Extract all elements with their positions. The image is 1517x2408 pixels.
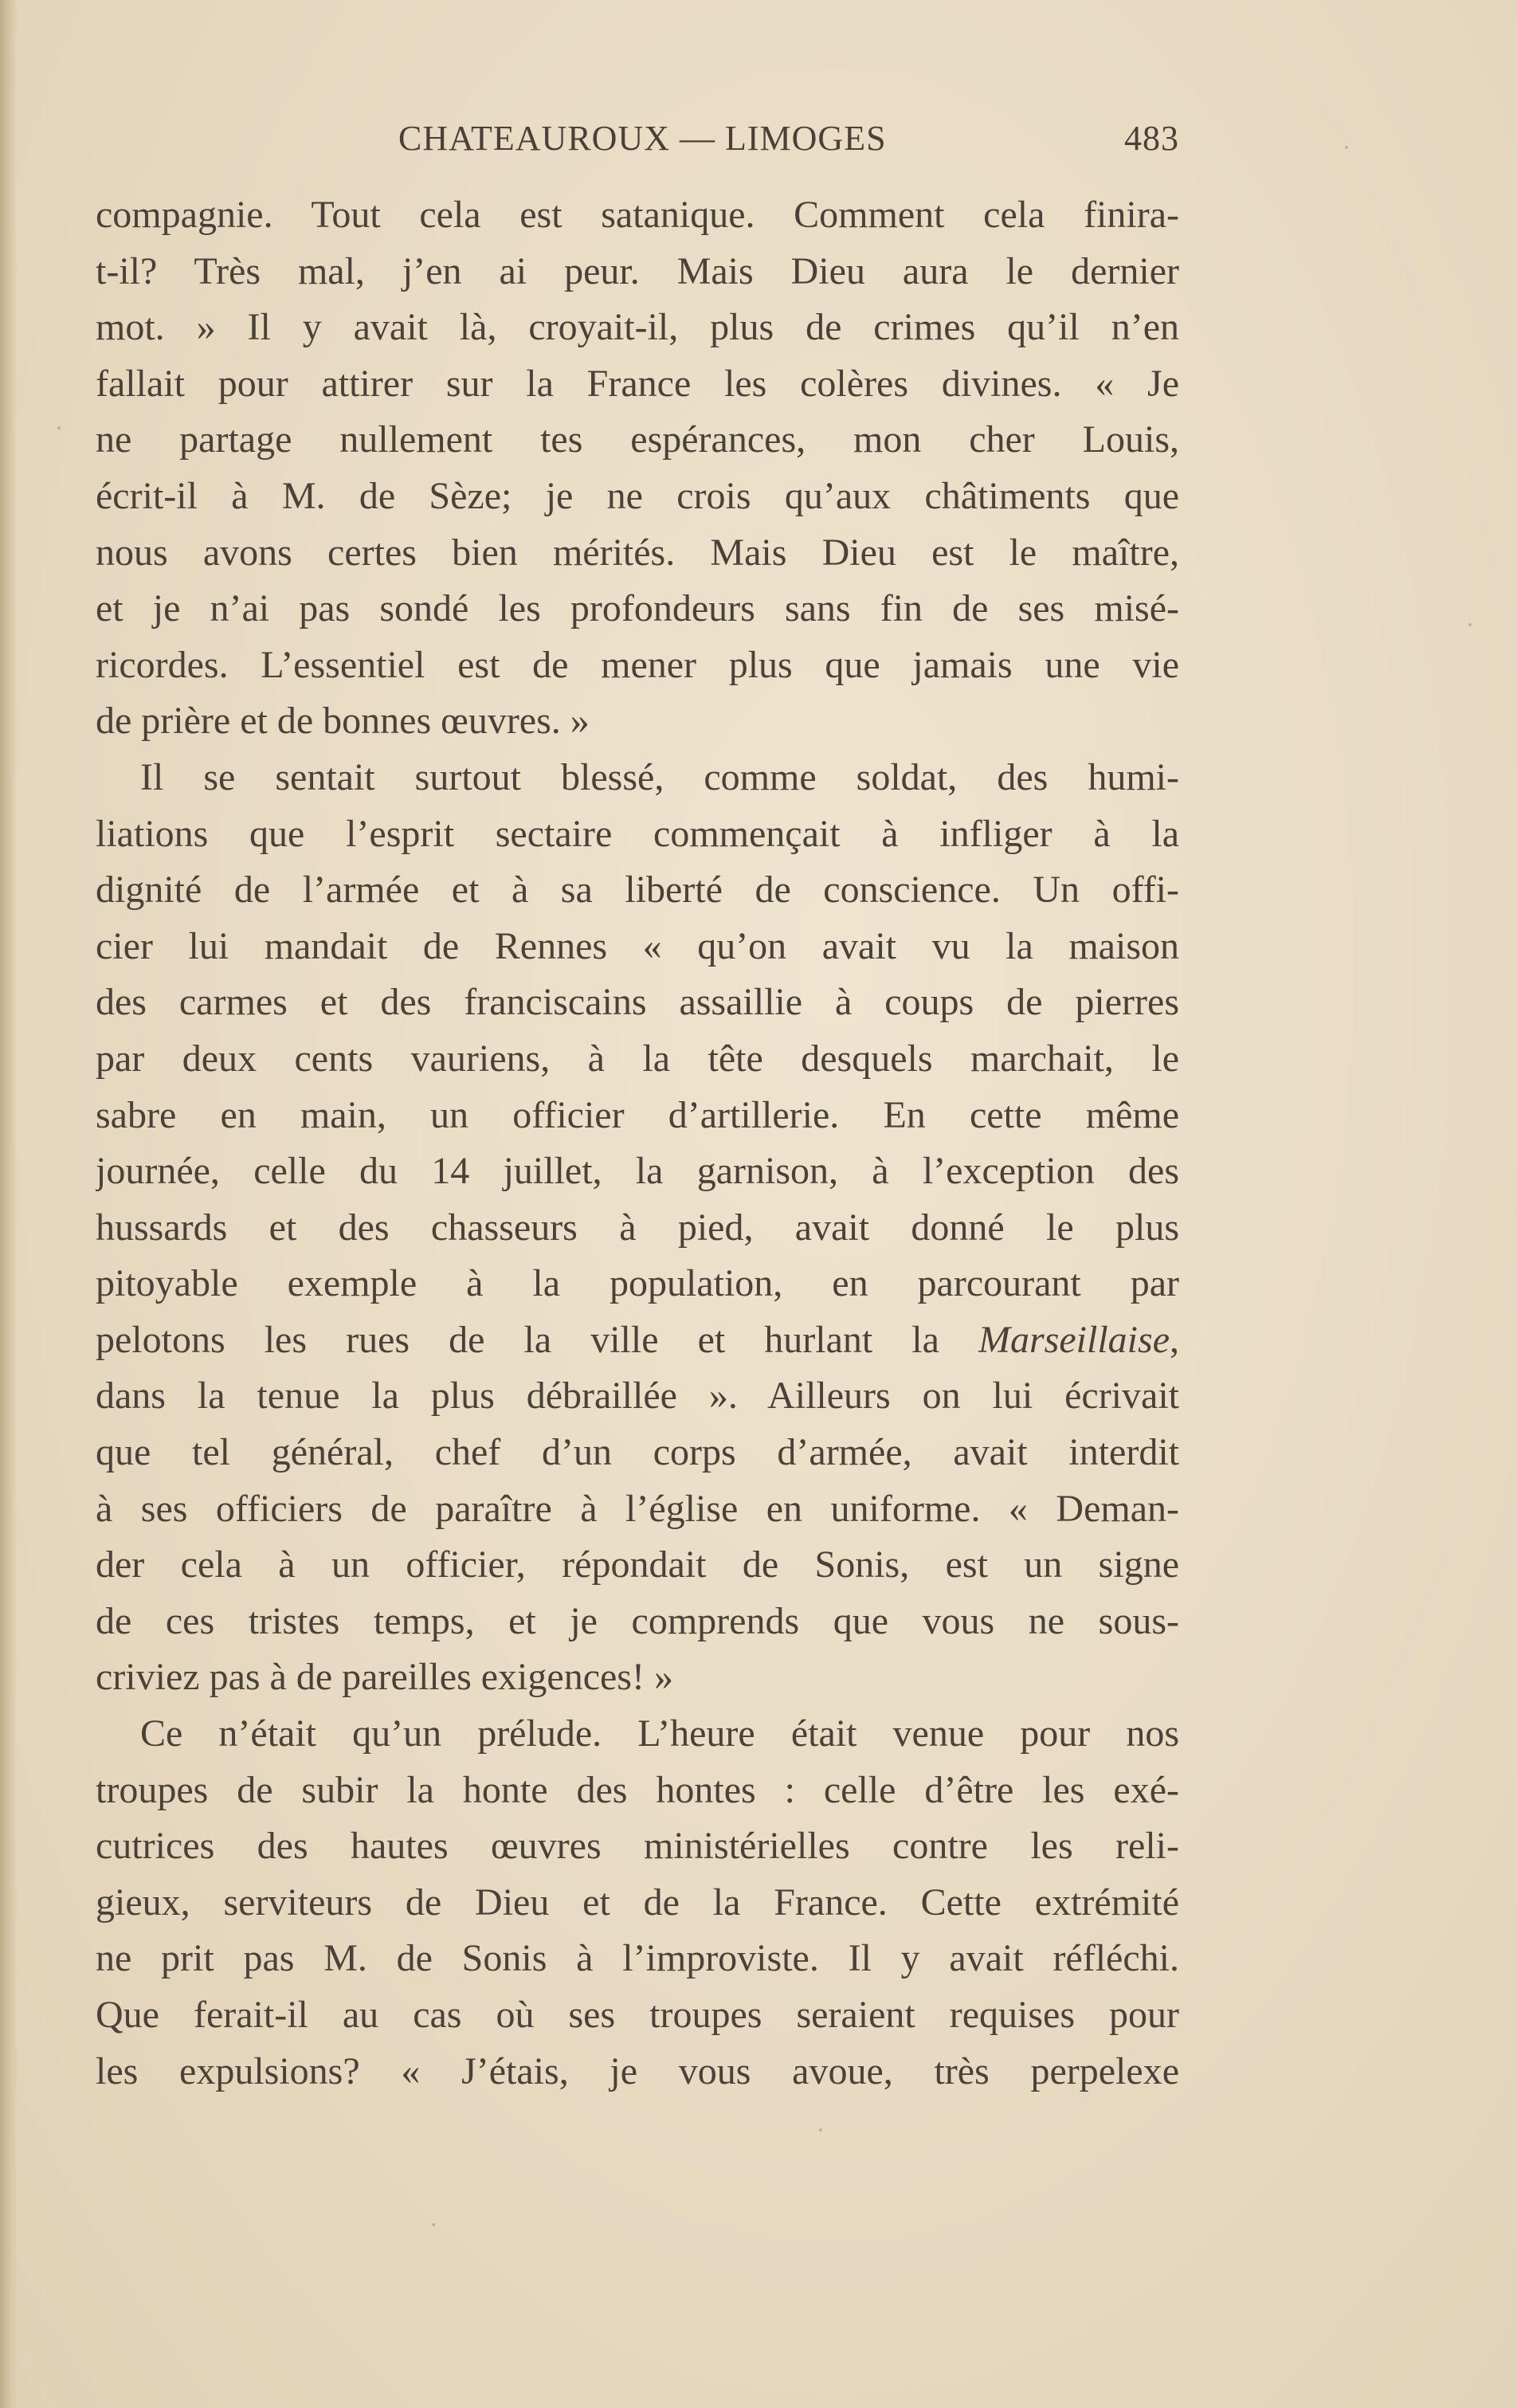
running-header	[96, 118, 1179, 166]
text-line: gieux, serviteurs de Dieu et de la France. Cette extrémité	[96, 1881, 1179, 1924]
text-line: der cela à un officier, répondait de Sonis, est un signe	[96, 1543, 1179, 1586]
text-line: de ces tristes temps, et je comprends que vous ne sous-	[96, 1599, 1179, 1642]
page-spine-shadow	[0, 0, 18, 2408]
text-line: pitoyable exemple à la population, en parcourant par	[96, 1262, 1179, 1305]
text-line: des carmes et des franciscains assaillie à coups de pierres	[96, 981, 1179, 1024]
text-line: et je n’ai pas sondé les profondeurs sans fin de ses misé-	[96, 587, 1179, 630]
text-line: cutrices des hautes œuvres ministérielles contre les reli-	[96, 1825, 1179, 1868]
text-line: fallait pour attirer sur la France les colères divines. « Je	[96, 362, 1179, 405]
text-line: dignité de l’armée et à sa liberté de conscience. Un offi-	[96, 869, 1179, 912]
text-line: mot. » Il y avait là, croyait-il, plus de crimes qu’il n’en	[96, 306, 1179, 349]
paper-speck	[432, 2223, 435, 2226]
text-line: hussards et des chasseurs à pied, avait donné le plus	[96, 1206, 1179, 1249]
running-title: CHATEAUROUX — LIMOGES	[398, 119, 887, 158]
text-line: Que ferait-il au cas où ses troupes seraient requises pour	[96, 1994, 1179, 2036]
text-line: troupes de subir la honte des hontes : celle d’être les exé-	[96, 1768, 1179, 1811]
text-line: t-il? Très mal, j’en ai peur. Mais Dieu aura le dernier	[96, 249, 1179, 292]
text-line: cier lui mandait de Rennes « qu’on avait vu la maison	[96, 924, 1179, 967]
italic-word: Marseillaise	[978, 1318, 1170, 1361]
text-line: par deux cents vauriens, à la tête desquels marchait, le	[96, 1037, 1179, 1080]
text-line: ne partage nullement tes espérances, mon cher Louis,	[96, 418, 1179, 461]
text-line: dans la tenue la plus débraillée ». Ailleurs on lui écrivait	[96, 1375, 1179, 1418]
text-line: criviez pas à de pareilles exigences! »	[96, 1656, 673, 1699]
text-line: sabre en main, un officier d’artillerie. En cette même	[96, 1093, 1179, 1136]
paper-speck	[819, 2128, 822, 2132]
text-line: Ce n’était qu’un prélude. L’heure était venue pour nos	[140, 1712, 1179, 1755]
page-number: 483	[1124, 119, 1179, 158]
text-line: ricordes. L’essentiel est de mener plus que jamais une vie	[96, 643, 1179, 686]
text-line: écrit-il à M. de Sèze; je ne crois qu’aux châtiments que	[96, 474, 1179, 517]
body-text	[96, 187, 1179, 2100]
text-line: nous avons certes bien mérités. Mais Dieu est le maître,	[96, 531, 1179, 574]
paper-speck	[1345, 146, 1348, 149]
text-line: journée, celle du 14 juillet, la garnison, à l’exception des	[96, 1150, 1179, 1193]
text-line: ne prit pas M. de Sonis à l’improviste. Il y avait réfléchi.	[96, 1937, 1179, 1980]
text-line: liations que l’esprit sectaire commençait à infliger à la	[96, 812, 1179, 855]
text-line: à ses officiers de paraître à l’église en uniforme. « Deman-	[96, 1487, 1179, 1530]
text-line: Il se sentait surtout blessé, comme soldat, des humi-	[140, 755, 1179, 798]
paper-speck	[1468, 623, 1472, 626]
text-line: que tel général, chef d’un corps d’armée, avait interdit	[96, 1431, 1179, 1474]
text-line: les expulsions? « J’étais, je vous avoue, très perpelexe	[96, 2049, 1179, 2092]
text-line: pelotons les rues de la ville et hurlant la Marseillaise,	[96, 1318, 1179, 1361]
text-line: de prière et de bonnes œuvres. »	[96, 700, 590, 743]
paper-speck	[57, 426, 61, 429]
text-line: compagnie. Tout cela est satanique. Comment cela finira-	[96, 194, 1179, 236]
